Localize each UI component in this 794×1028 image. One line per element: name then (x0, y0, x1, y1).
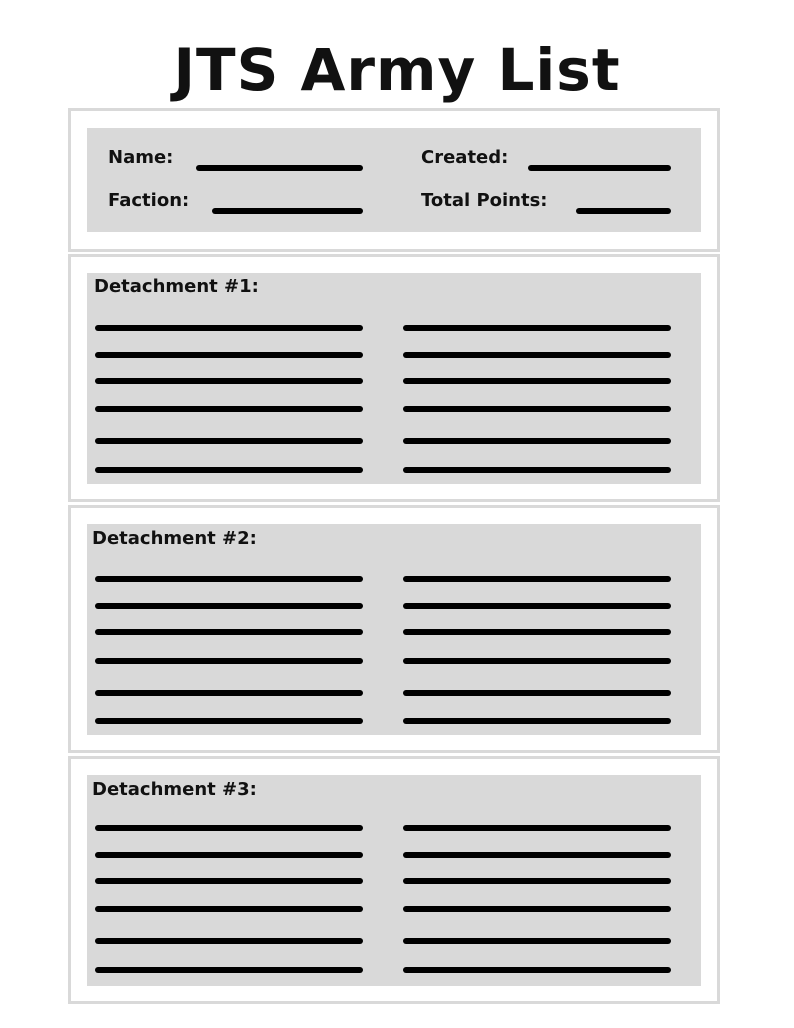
entry-line[interactable] (403, 603, 671, 609)
entry-line[interactable] (95, 718, 363, 724)
entry-line[interactable] (403, 438, 671, 444)
entry-line[interactable] (95, 878, 363, 884)
faction-field[interactable] (212, 208, 363, 214)
entry-line[interactable] (95, 576, 363, 582)
entry-line[interactable] (403, 825, 671, 831)
entry-line[interactable] (95, 378, 363, 384)
entry-line[interactable] (403, 658, 671, 664)
entry-line[interactable] (95, 406, 363, 412)
entry-line[interactable] (403, 906, 671, 912)
entry-line[interactable] (403, 576, 671, 582)
entry-line[interactable] (95, 629, 363, 635)
entry-line[interactable] (403, 878, 671, 884)
entry-line[interactable] (95, 467, 363, 473)
entry-line[interactable] (95, 603, 363, 609)
entry-line[interactable] (95, 352, 363, 358)
entry-line[interactable] (403, 352, 671, 358)
entry-line[interactable] (403, 938, 671, 944)
entry-line[interactable] (403, 378, 671, 384)
entry-line[interactable] (95, 906, 363, 912)
entry-line[interactable] (403, 718, 671, 724)
detachment-2-label: Detachment #2: (92, 528, 257, 549)
created-label: Created: (421, 147, 509, 168)
name-field[interactable] (196, 165, 363, 171)
entry-line[interactable] (403, 406, 671, 412)
detachment-3-label: Detachment #3: (92, 779, 257, 800)
page-title: JTS Army List (173, 36, 621, 104)
entry-line[interactable] (95, 438, 363, 444)
entry-line[interactable] (95, 690, 363, 696)
entry-line[interactable] (403, 629, 671, 635)
entry-line[interactable] (403, 690, 671, 696)
entry-line[interactable] (95, 325, 363, 331)
entry-line[interactable] (403, 852, 671, 858)
entry-line[interactable] (95, 938, 363, 944)
name-label: Name: (108, 147, 174, 168)
entry-line[interactable] (95, 967, 363, 973)
entry-line[interactable] (95, 852, 363, 858)
faction-label: Faction: (108, 190, 190, 211)
info-panel (87, 128, 701, 232)
total-points-field[interactable] (576, 208, 671, 214)
detachment-1-label: Detachment #1: (94, 276, 259, 297)
entry-line[interactable] (403, 467, 671, 473)
created-field[interactable] (528, 165, 671, 171)
entry-line[interactable] (403, 967, 671, 973)
entry-line[interactable] (95, 825, 363, 831)
entry-line[interactable] (403, 325, 671, 331)
total-points-label: Total Points: (421, 190, 548, 211)
entry-line[interactable] (95, 658, 363, 664)
